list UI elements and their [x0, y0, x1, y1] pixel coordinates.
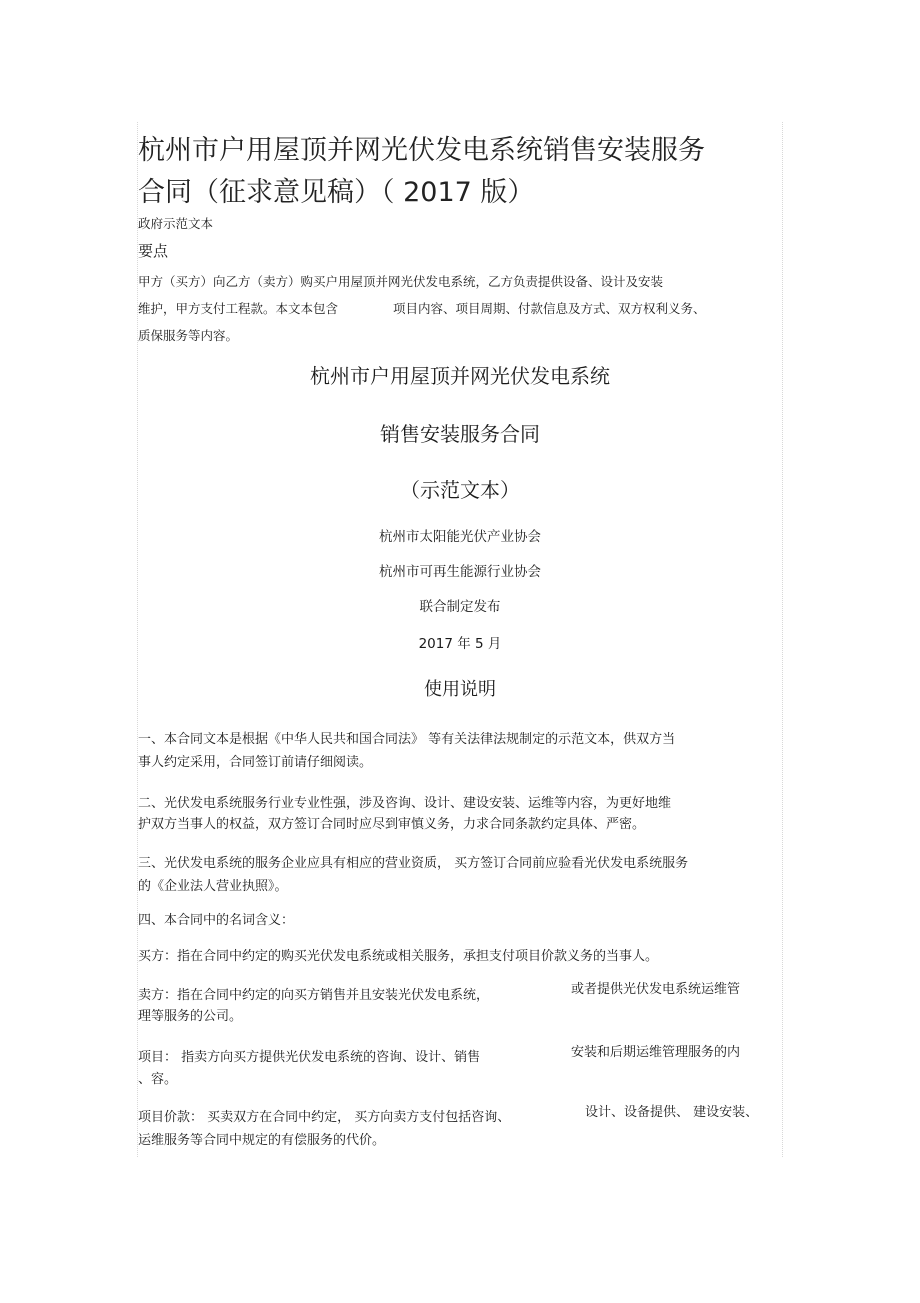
publish-date: 2017 年 5 月 — [418, 636, 502, 652]
definition-project: 安装和后期运维管理服务的内 — [571, 1045, 741, 1060]
publish-note: 联合制定发布 — [419, 599, 501, 615]
key-points-heading: 要点 — [138, 242, 169, 260]
definition-project: 项目： 指卖方向买方提供光伏发电系统的咨询、设计、销售 — [138, 1050, 481, 1065]
definition-seller: 理等服务的公司。 — [138, 1009, 243, 1024]
usage-heading: 使用说明 — [424, 679, 496, 700]
definition-price: 设计、设备提供、 建设安装、 — [585, 1105, 759, 1120]
definition-seller: 或者提供光伏发电系统运维管 — [571, 982, 741, 997]
usage-item-line: 护双方当事人的权益，双方签订合同时应尽到审慎义务，力求合同条款约定具体、严密。 — [138, 817, 646, 832]
summary-line: 维护，甲方支付工程款。本文本包含 — [138, 301, 339, 316]
usage-item-line: 四、本合同中的名词含义： — [138, 913, 295, 928]
definition-project: 、容。 — [138, 1072, 178, 1087]
publisher-2: 杭州市可再生能源行业协会 — [379, 564, 541, 580]
publisher-1: 杭州市太阳能光伏产业协会 — [379, 529, 541, 545]
summary-line: 质保服务等内容。 — [138, 328, 239, 343]
doc-title-line1: 杭州市户用屋顶并网光伏发电系统销售安装服务 — [138, 135, 705, 166]
doc-type: 政府示范文本 — [138, 216, 214, 231]
summary-line: 甲方（买方）向乙方（卖方）购买户用屋顶并网光伏发电系统，乙方负责提供设备、设计及安装 — [138, 274, 664, 289]
doc-title-line2: 合同（征求意见稿）（ 2017 版） — [138, 177, 535, 208]
usage-item-line: 的《企业法人营业执照》。 — [138, 879, 288, 894]
usage-item-line: 二、光伏发电系统服务行业专业性强，涉及咨询、设计、建设安装、运维等内容，为更好地维 — [138, 796, 672, 811]
definition-price: 项目价款： 买卖双方在合同中约定， 买方向卖方支付包括咨询、 — [138, 1110, 511, 1125]
definition-seller: 卖方：指在合同中约定的向买方销售并且安装光伏发电系统， — [138, 988, 490, 1003]
usage-item-line: 三、光伏发电系统的服务企业应具有相应的营业资质， 买方签订合同前应验看光伏发电系统服务 — [138, 856, 689, 871]
center-title-1: 杭州市户用屋顶并网光伏发电系统 — [310, 364, 610, 388]
center-title-3: （示范文本） — [400, 478, 520, 502]
summary-line: 项目内容、项目周期、付款信息及方式、双方权利义务、 — [393, 301, 706, 316]
center-title-2: 销售安装服务合同 — [380, 422, 540, 446]
definition-price: 运维服务等合同中规定的有偿服务的代价。 — [138, 1133, 386, 1148]
usage-item-line: 事人约定采用，合同签订前请仔细阅读。 — [138, 755, 373, 770]
definition-buyer: 买方：指在合同中约定的购买光伏发电系统或相关服务，承担支付项目价款义务的当事人。 — [138, 949, 659, 964]
usage-item-line: 一、本合同文本是根据《中华人民共和国合同法》 等有关法律法规制定的示范文本，供双方当 — [138, 732, 676, 747]
